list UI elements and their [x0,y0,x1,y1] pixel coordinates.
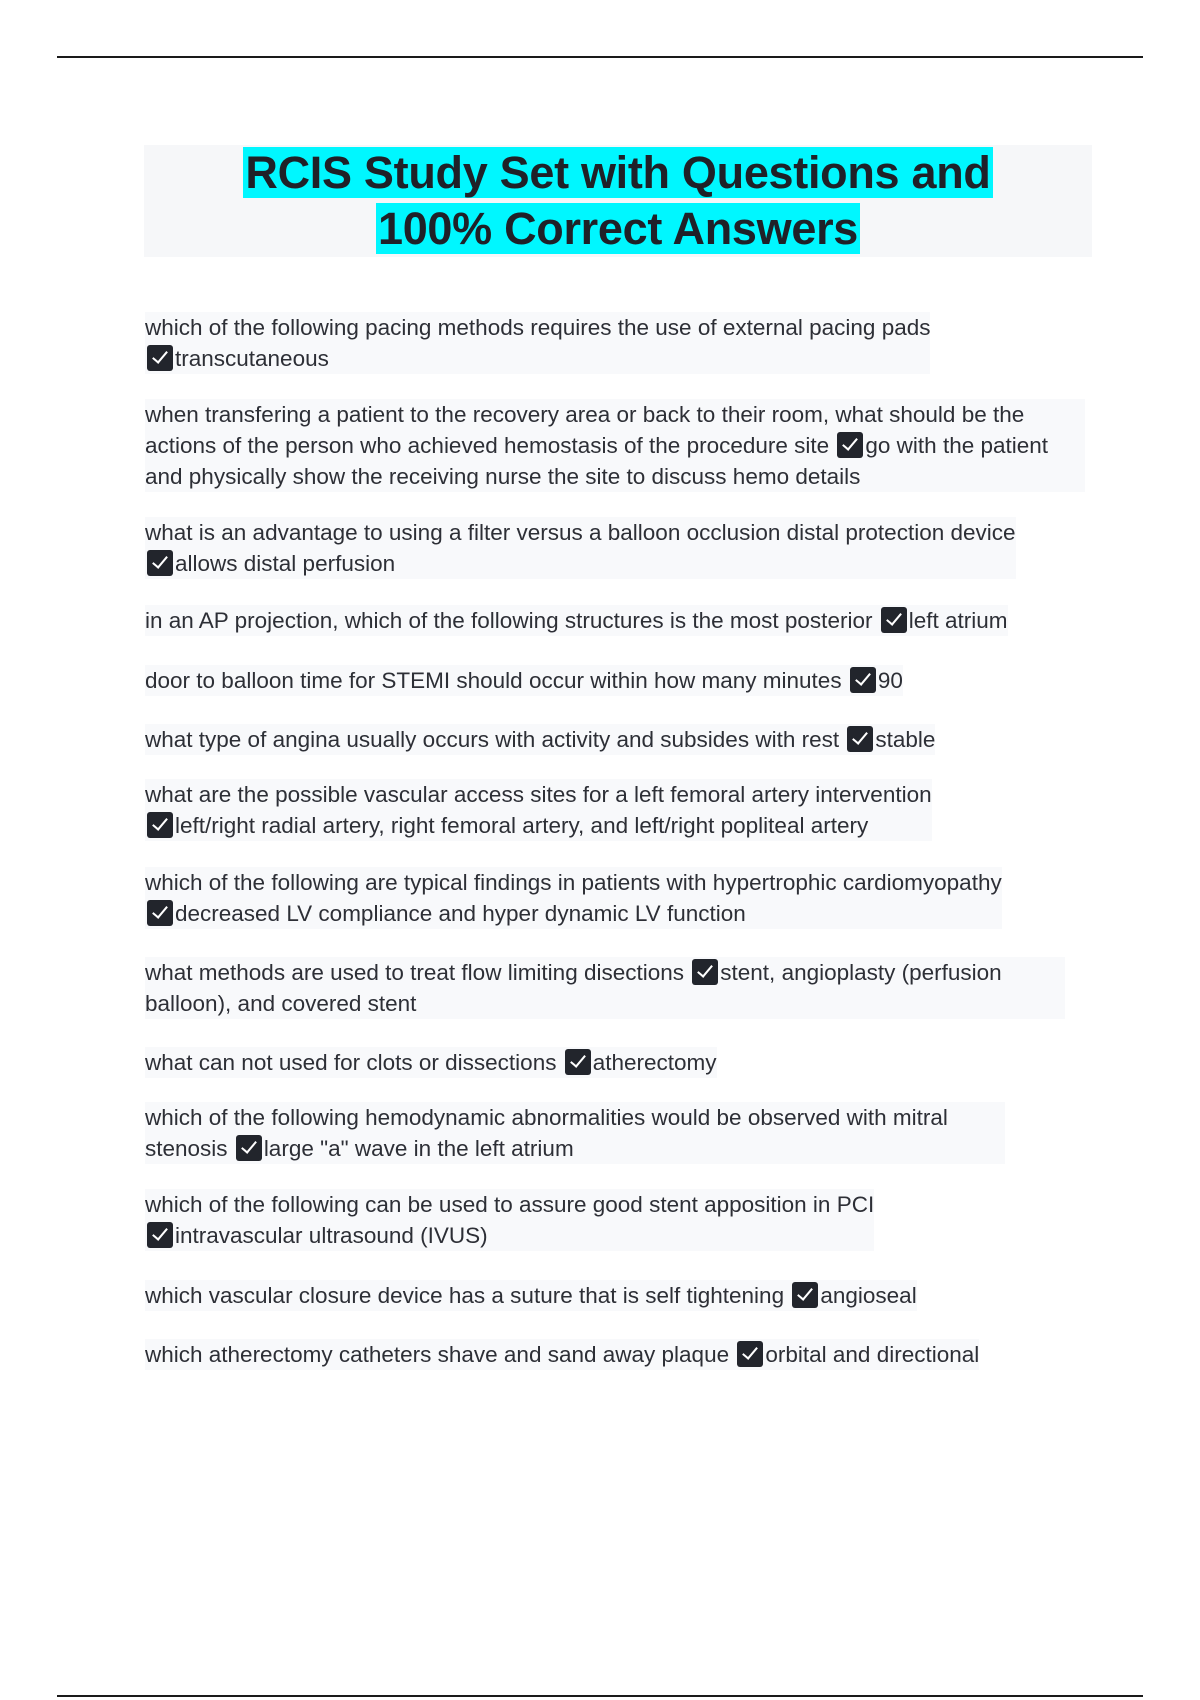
answer-text: decreased LV compliance and hyper dynamic LV function [175,901,746,926]
question-text: what is an advantage to using a filter versus a balloon occlusion distal protection device [145,520,1016,545]
checkmark-icon [236,1135,262,1161]
answer-text: intravascular ultrasound (IVUS) [175,1223,488,1248]
qa-item [145,724,935,755]
question-text: which of the following are typical findings in patients with hypertrophic cardiomyopathy [145,870,1002,895]
qa-item [145,779,932,841]
checkmark-icon [147,1222,173,1248]
page-title-line-1: RCIS Study Set with Questions and [245,147,991,198]
question-text: which atherectomy catheters shave and sand away plaque [145,1342,730,1367]
header-rule [57,56,1143,58]
answer-text: stent, angioplasty (perfusion balloon), and covered stent [145,960,1002,1016]
answer-text: allows distal perfusion [175,551,396,576]
checkmark-icon [792,1282,818,1308]
question-text: in an AP projection, which of the following structures is the most posterior [145,608,873,633]
question-text: which vascular closure device has a suture that is self tightening [145,1283,785,1308]
question-text: which of the following pacing methods requires the use of external pacing pads [145,315,931,340]
qa-list [145,312,1085,1394]
answer-text: left/right radial artery, right femoral artery, and left/right popliteal artery [175,813,869,838]
question-text: which of the following hemodynamic abnormalities would be observed with mitral stenosis [145,1105,948,1161]
checkmark-icon [692,959,718,985]
checkmark-icon [147,550,173,576]
checkmark-icon [147,812,173,838]
checkmark-icon [850,667,876,693]
qa-item [145,517,1016,579]
qa-item [145,867,1002,929]
answer-text: large "a" wave in the left atrium [263,1136,574,1161]
page-title-line-2: 100% Correct Answers [377,203,859,254]
answer-text: go with the patient and physically show the receiving nurse the site to discuss hemo details [145,433,1049,489]
checkmark-icon [737,1341,763,1367]
checkmark-icon [565,1049,591,1075]
checkmark-icon [847,726,873,752]
answer-text: atherectomy [592,1050,717,1075]
answer-text: stable [875,727,936,752]
qa-item [145,312,930,374]
qa-item [145,399,1085,492]
qa-item [145,1047,717,1078]
qa-item [145,665,903,696]
question-text: what type of angina usually occurs with activity and subsides with rest [145,727,840,752]
checkmark-icon [837,432,863,458]
question-text: what are the possible vascular access sites for a left femoral artery intervention [145,782,932,807]
footer-rule [57,1695,1143,1697]
question-text: when transfering a patient to the recovery area or back to their room, what should be the actions of the person who achieved hemostasis of the procedure site [145,402,1025,458]
qa-item [145,1339,979,1370]
answer-text: 90 [877,668,903,693]
qa-item [145,1189,874,1251]
checkmark-icon [147,345,173,371]
question-text: what methods are used to treat flow limiting disections [145,960,685,985]
question-text: what can not used for clots or dissections [145,1050,557,1075]
question-text: door to balloon time for STEMI should occur within how many minutes [145,668,842,693]
qa-item [145,1102,1005,1164]
qa-item [145,605,1008,636]
checkmark-icon [881,607,907,633]
checkmark-icon [147,900,173,926]
answer-text: transcutaneous [175,346,329,371]
answer-text: angioseal [820,1283,917,1308]
qa-item [145,1280,917,1311]
title-block [144,145,1092,257]
qa-item [145,957,1065,1019]
answer-text: orbital and directional [765,1342,980,1367]
question-text: which of the following can be used to assure good stent apposition in PCI [145,1192,875,1217]
answer-text: left atrium [908,608,1008,633]
